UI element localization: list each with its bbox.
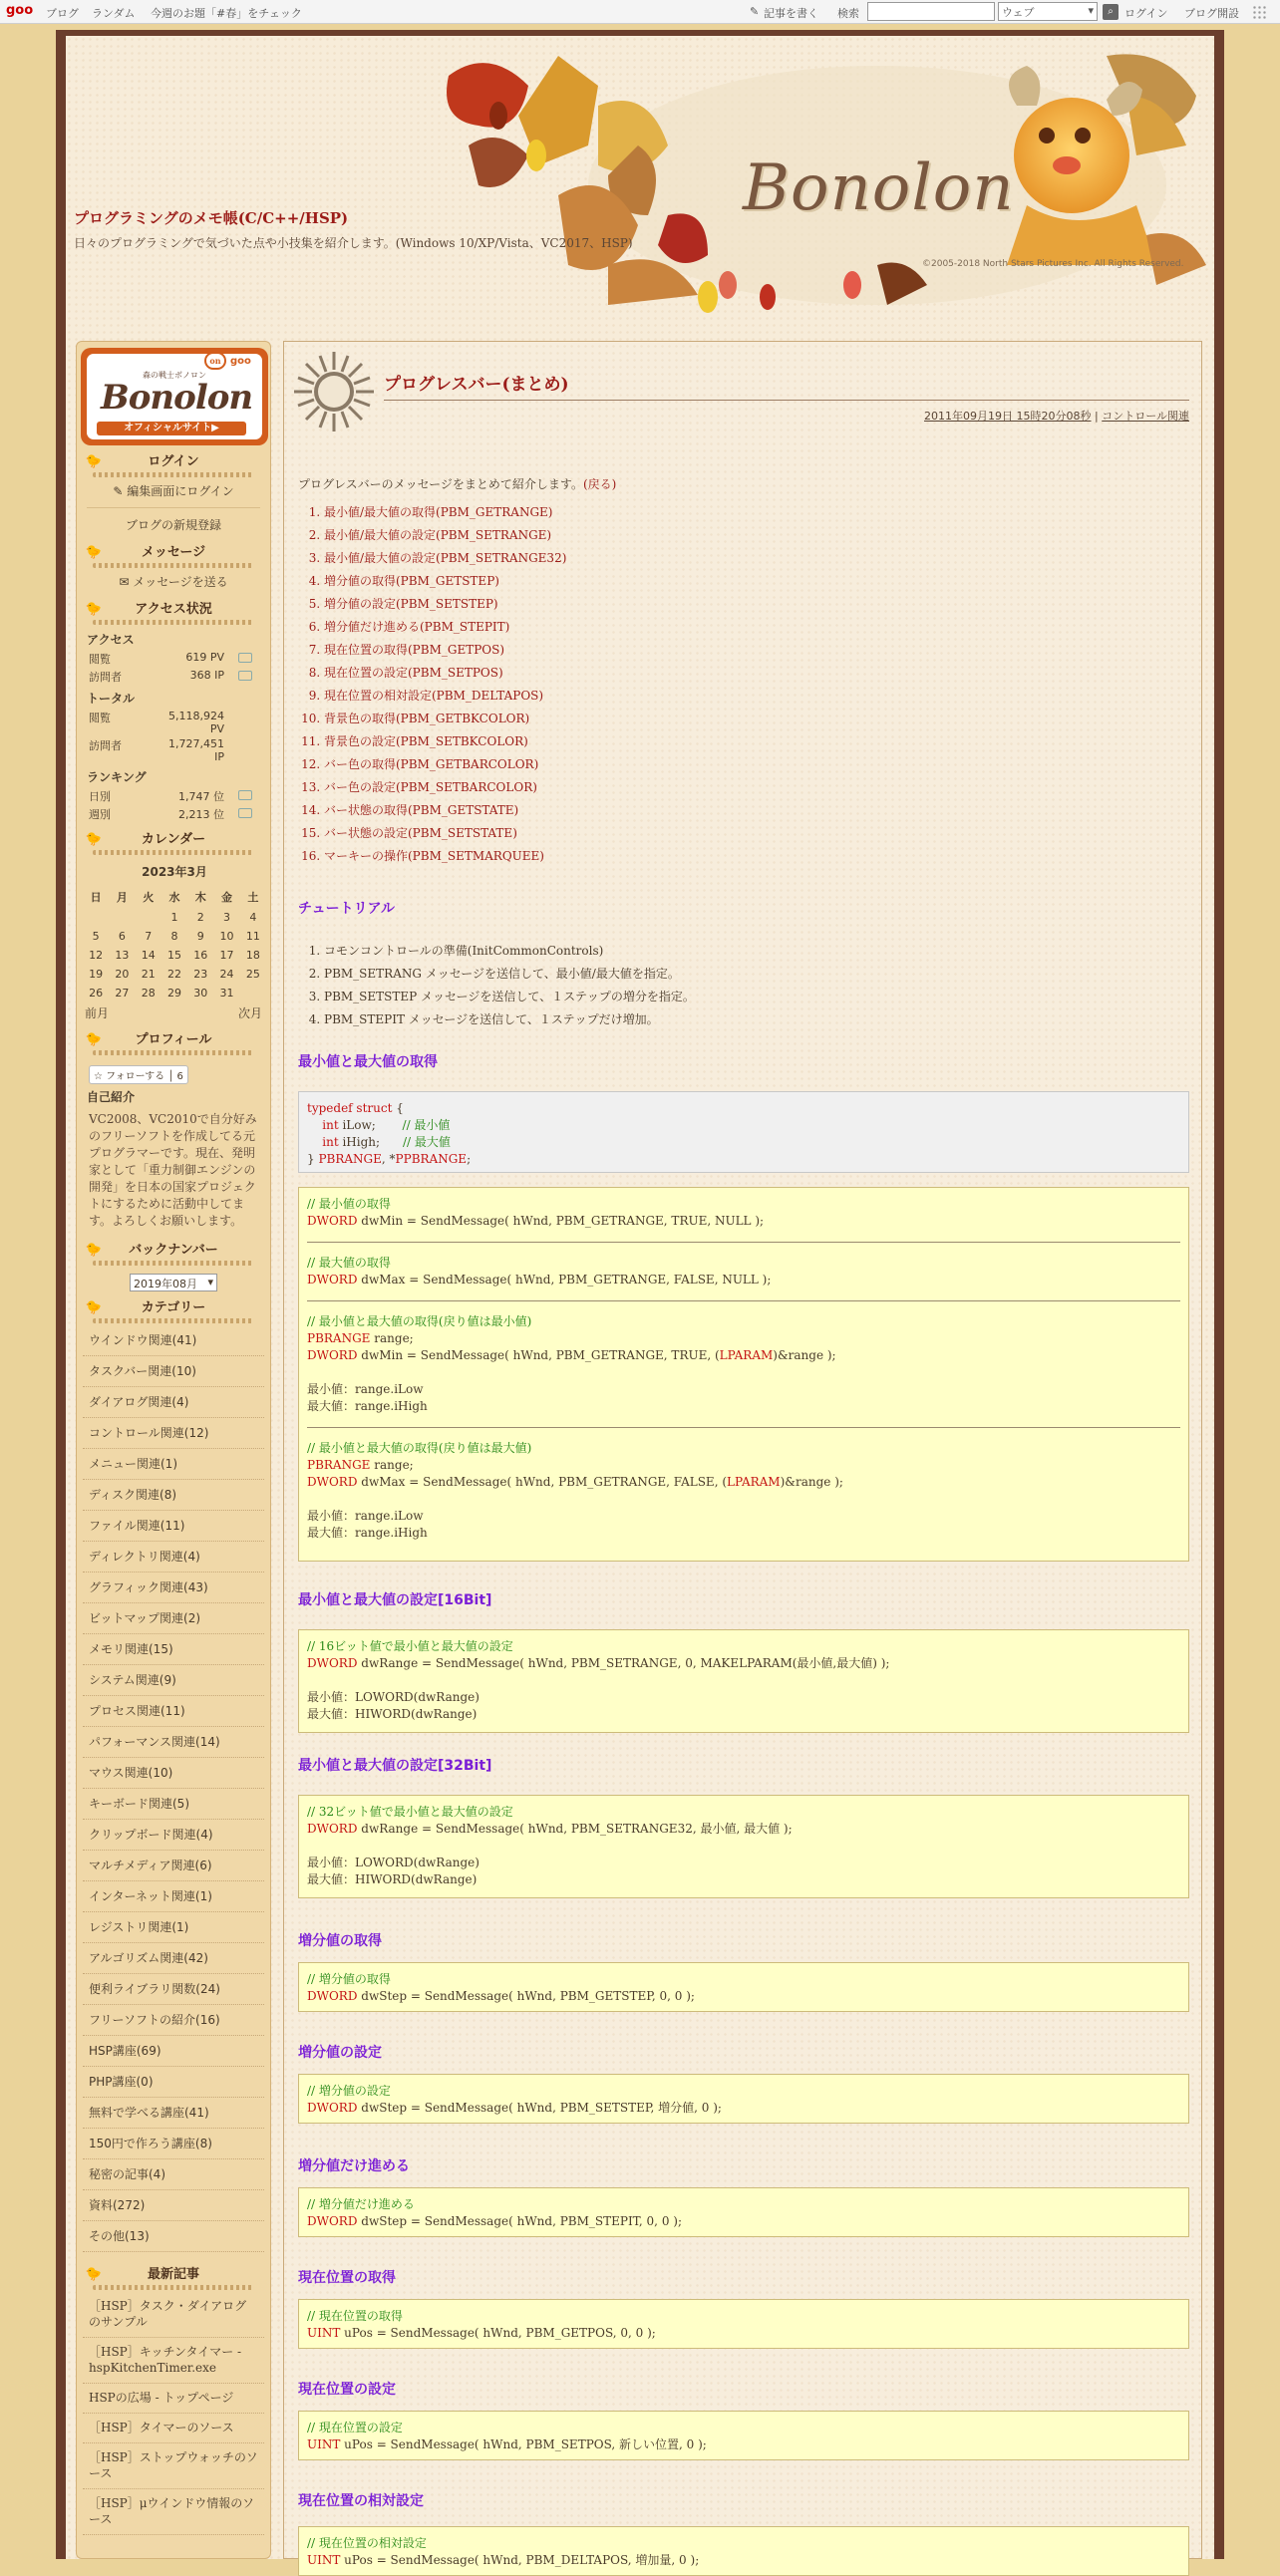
- section-setrange16: 最小値と最大値の設定[16Bit]: [298, 1592, 492, 1608]
- tutorial-heading: チュートリアル: [298, 901, 396, 917]
- calendar-day: [83, 908, 109, 927]
- category-item[interactable]: メモリ関連(15): [83, 1634, 264, 1665]
- badge-on: on: [204, 352, 226, 370]
- recent-article-item[interactable]: ［HSP］ストップウォッチのソース: [83, 2443, 264, 2489]
- calendar-day: 8: [170, 930, 178, 943]
- pencil-icon: ✎: [750, 5, 760, 18]
- category-item[interactable]: コントロール関連(12): [83, 1418, 264, 1449]
- code-getpos: // 現在位置の取得 UINT uPos = SendMessage( hWnd, PBM_GETPOS, 0, 0 );: [298, 2299, 1189, 2349]
- calendar-day: [109, 908, 135, 927]
- total-row: 閲覧 5,118,924 PV: [89, 710, 224, 735]
- open-blog-link[interactable]: ブログ開設: [1184, 7, 1239, 20]
- badge-goo: goo: [230, 356, 251, 367]
- section-getstep: 増分値の取得: [298, 1933, 382, 1949]
- category-item[interactable]: ダイアログ関連(4): [83, 1387, 264, 1418]
- post-title[interactable]: プログレスバー(まとめ): [384, 375, 569, 395]
- recent-article-item[interactable]: ［HSP］μウインドウ情報のソース: [83, 2489, 264, 2535]
- sun-emblem-icon: [292, 350, 376, 433]
- search-icon[interactable]: ⌕: [1103, 4, 1119, 20]
- bonolon-official-banner[interactable]: [81, 348, 268, 445]
- recent-article-item[interactable]: HSPの広場 - トップページ: [83, 2384, 264, 2414]
- section-getrange: 最小値と最大値の取得: [298, 1054, 438, 1070]
- backnumber-select[interactable]: 2019年08月 ▾: [130, 1274, 217, 1291]
- ranking-row: 日別 1,747 位: [83, 787, 264, 805]
- bird-icon: 🐤: [85, 454, 103, 469]
- category-item[interactable]: システム関連(9): [83, 1665, 264, 1696]
- calendar-day: 30: [193, 987, 208, 1000]
- calendar-day: 20: [115, 968, 130, 981]
- code-stepit: // 増分値だけ進める DWORD dwStep = SendMessage( hWnd, PBM_STEPIT, 0, 0 );: [298, 2187, 1189, 2237]
- calendar-day-header: 火: [143, 891, 155, 904]
- category-item[interactable]: パフォーマンス関連(14): [83, 1727, 264, 1758]
- section-stepit: 増分値だけ進める: [298, 2158, 410, 2174]
- message-index-item[interactable]: 9. 現在位置の相対設定(PBM_DELTAPOS): [324, 685, 797, 708]
- message-index-item[interactable]: 6. 増分値だけ進める(PBM_STEPIT): [324, 616, 797, 639]
- message-index-item[interactable]: 7. 現在位置の取得(PBM_GETPOS): [324, 639, 797, 662]
- pencil-icon: ✎: [113, 484, 124, 498]
- recent-article-item[interactable]: ［HSP］タイマーのソース: [83, 2414, 264, 2443]
- message-index-item[interactable]: 1. 最小値/最大値の取得(PBM_GETRANGE): [324, 501, 797, 524]
- calendar-day: 5: [92, 930, 100, 943]
- search-label: 検索: [837, 7, 859, 20]
- banner-copyright: ©2005-2018 North Stars Pictures Inc. All Rights Reserved.: [922, 259, 1184, 269]
- calendar-table: [83, 859, 266, 1002]
- message-index-item[interactable]: 2. 最小値/最大値の設定(PBM_SETRANGE): [324, 524, 797, 547]
- code-setpos: // 現在位置の設定 UINT uPos = SendMessage( hWnd, PBM_SETPOS, 新しい位置, 0 );: [298, 2411, 1189, 2460]
- message-index-item[interactable]: 8. 現在位置の設定(PBM_SETPOS): [324, 662, 797, 685]
- calendar-day: [240, 984, 266, 1002]
- tutorial-step: 4. PBM_STEPIT メッセージを送信して、１ステップだけ増加。: [324, 1008, 896, 1031]
- category-item[interactable]: アルゴリズム関連(42): [83, 1943, 264, 1974]
- calendar-day: 21: [141, 968, 156, 981]
- calendar-day: 3: [223, 911, 231, 924]
- calendar-day-header: 土: [247, 891, 259, 904]
- category-item[interactable]: ディレクトリ関連(4): [83, 1542, 264, 1573]
- apps-grid-icon[interactable]: [1252, 5, 1266, 19]
- section-deltapos: 現在位置の相対設定: [298, 2493, 424, 2509]
- self-intro-heading: 自己紹介: [87, 1090, 136, 1104]
- category-item[interactable]: 秘密の記事(4): [83, 2159, 264, 2190]
- message-index-item[interactable]: 11. 背景色の設定(PBM_SETBKCOLOR): [324, 730, 797, 753]
- calendar-day: 24: [219, 968, 234, 981]
- next-month-link[interactable]: 次月: [237, 1006, 262, 1020]
- calendar-day: 13: [115, 949, 130, 962]
- login-heading: 🐤 ログイン: [83, 451, 264, 479]
- follow-button[interactable]: ☆ フォローする │ 6: [89, 1065, 188, 1084]
- category-item[interactable]: 資料(272): [83, 2190, 264, 2221]
- message-index-item[interactable]: 12. バー色の取得(PBM_GETBARCOLOR): [324, 753, 797, 776]
- post-article: [283, 341, 1202, 2567]
- category-item[interactable]: ビットマップ関連(2): [83, 1603, 264, 1634]
- code-getrange: // 最小値の取得 DWORD dwMin = SendMessage( hWnd, PBM_GETRANGE, TRUE, NULL ); // 最大値の取得 DWORD dwMax = SendMessage( hWnd, PBM_GETRANGE, FALSE, NULL ); // 最小値と最大値の取得(戻り値は最小値) PBRANGE range; DWORD dwMin = SendMessage( hWnd, PBM_GETRANGE, TRUE, (LPARAM)&range ); 最小値：range.iLow 最大値：range.iHigh // 最小値と最大値の取得(戻り値は最大値) PBRANGE range; DWORD dwMax = SendMessage( hWnd, PBM_GETRANGE, FALSE, (LPARAM)&range ); 最小値：range.iLow 最大値：range.iHigh: [298, 1187, 1189, 1562]
- category-item[interactable]: HSP講座(69): [83, 2036, 264, 2067]
- tutorial-step: 2. PBM_SETRANG メッセージを送信して、最小値/最大値を指定。: [324, 963, 896, 986]
- calendar-heading: 🐤 カレンダー: [83, 829, 264, 857]
- calendar-day: [136, 908, 161, 927]
- section-setpos: 現在位置の設定: [298, 2382, 396, 2398]
- category-item[interactable]: クリップボード関連(4): [83, 1820, 264, 1851]
- calendar-day: 27: [115, 987, 130, 1000]
- message-index-item[interactable]: 15. バー状態の設定(PBM_SETSTATE): [324, 822, 797, 845]
- message-index-item[interactable]: 4. 増分値の取得(PBM_GETSTEP): [324, 570, 797, 593]
- calendar-day: 12: [89, 949, 104, 962]
- category-heading: 🐤 カテゴリー: [83, 1297, 264, 1325]
- category-item[interactable]: 無料で学べる講座(41): [83, 2098, 264, 2129]
- category-item[interactable]: マウス関連(10): [83, 1758, 264, 1789]
- new-blog-link[interactable]: ブログの新規登録: [125, 518, 221, 532]
- calendar-day: 4: [249, 911, 257, 924]
- calendar-day: 31: [219, 987, 234, 1000]
- category-list: [83, 1325, 264, 2252]
- recent-article-item[interactable]: ［HSP］キッチンタイマー - hspKitchenTimer.exe: [83, 2338, 264, 2384]
- code-setrange16: // 16ビット値で最小値と最大値の設定 DWORD dwRange = SendMessage( hWnd, PBM_SETRANGE, 0, MAKELPARAM(最小値,最大値) ); 最小値：LOWORD(dwRange) 最大値：HIWORD(dwRange): [298, 1629, 1189, 1733]
- graph-icon[interactable]: [238, 790, 252, 800]
- calendar-day: 28: [141, 987, 156, 1000]
- access-row: 閲覧 619 PV: [83, 650, 264, 668]
- code-setrange32: // 32ビット値で最小値と最大値の設定 DWORD dwRange = SendMessage( hWnd, PBM_SETRANGE32, 最小値, 最大値 ); 最小値：LOWORD(dwRange) 最大値：HIWORD(dwRange): [298, 1795, 1189, 1898]
- goo-logo[interactable]: goo: [6, 3, 34, 18]
- category-item[interactable]: 便利ライブラリ関数(24): [83, 1974, 264, 2005]
- post-date[interactable]: 2011年09月19日 15時20分08秒: [924, 410, 1092, 423]
- bird-icon: 🐤: [85, 832, 103, 847]
- calendar-day-header: 金: [221, 891, 233, 904]
- login-link[interactable]: ログイン: [1124, 7, 1168, 20]
- toolbar-link-theme[interactable]: 今週のお題「#春」をチェック: [151, 7, 302, 20]
- graph-icon[interactable]: [238, 808, 252, 818]
- profile-heading: 🐤 プロフィール: [83, 1029, 264, 1057]
- category-item[interactable]: タスクバー関連(10): [83, 1356, 264, 1387]
- bird-icon: 🐤: [85, 1032, 103, 1047]
- ranking-subheading: ランキング: [87, 770, 147, 784]
- blog-description: 日々のプログラミングで気づいた点や小技集を紹介します。(Windows 10/XP/Vista、VC2017、HSP): [74, 236, 633, 250]
- calendar-day: 11: [245, 930, 260, 943]
- category-item[interactable]: ウインドウ関連(41): [83, 1325, 264, 1356]
- category-item[interactable]: その他(13): [83, 2221, 264, 2252]
- recent-heading: 🐤 最新記事: [83, 2264, 264, 2292]
- code-struct: typedef struct { int iLow; // 最小値 int iHigh; // 最大値 } PBRANGE, *PPBRANGE;: [298, 1091, 1189, 1173]
- message-heading: 🐤 メッセージ: [83, 542, 264, 570]
- calendar-day: 10: [219, 930, 234, 943]
- sidebar: [76, 341, 271, 2559]
- category-item[interactable]: メニュー関連(1): [83, 1449, 264, 1480]
- message-index-item[interactable]: 13. バー色の設定(PBM_SETBARCOLOR): [324, 776, 797, 799]
- toolbar-link-blog[interactable]: ブログ: [46, 7, 79, 20]
- code-getstep: // 増分値の取得 DWORD dwStep = SendMessage( hWnd, PBM_GETSTEP, 0, 0 );: [298, 1962, 1189, 2012]
- category-item[interactable]: ディスク関連(8): [83, 1480, 264, 1511]
- backnumber-heading: 🐤 バックナンバー: [83, 1240, 264, 1268]
- goo-toolbar: [0, 0, 1280, 24]
- message-index-item[interactable]: 16. マーキーの操作(PBM_SETMARQUEE): [324, 845, 797, 868]
- calendar-day: 17: [219, 949, 234, 962]
- calendar-day: 6: [118, 930, 126, 943]
- bird-icon: 🐤: [85, 1243, 103, 1258]
- calendar-month: 2023年3月: [142, 865, 207, 879]
- graph-icon[interactable]: [238, 671, 252, 681]
- graph-icon[interactable]: [238, 653, 252, 663]
- calendar-day: 19: [89, 968, 104, 981]
- search-input[interactable]: [867, 2, 995, 21]
- post-meta: 2011年09月19日 15時20分08秒 | コントロール関連: [924, 410, 1189, 423]
- tutorial-list: [298, 940, 896, 1031]
- write-article-link[interactable]: 記事を書く: [764, 7, 818, 20]
- category-item[interactable]: キーボード関連(5): [83, 1789, 264, 1820]
- banner-wordmark: Bonolon: [743, 151, 1015, 225]
- calendar-day: 18: [245, 949, 260, 962]
- toolbar-link-random[interactable]: ランダム: [92, 7, 136, 20]
- calendar-day: 9: [196, 930, 204, 943]
- category-item[interactable]: プロセス関連(11): [83, 1696, 264, 1727]
- code-setstep: // 増分値の設定 DWORD dwStep = SendMessage( hWnd, PBM_SETSTEP, 増分値, 0 );: [298, 2074, 1189, 2124]
- bird-icon: 🐤: [85, 602, 103, 617]
- calendar-day: 1: [170, 911, 178, 924]
- category-item[interactable]: レジストリ関連(1): [83, 1912, 264, 1943]
- calendar-day: 29: [166, 987, 181, 1000]
- total-subheading: トータル: [87, 692, 136, 706]
- calendar-day-header: 月: [116, 891, 128, 904]
- calendar-day: 15: [166, 949, 181, 962]
- calendar-day: 14: [141, 949, 156, 962]
- mail-icon: ✉: [119, 575, 130, 589]
- recent-article-item[interactable]: ［HSP］タスク・ダイアログのサンプル: [83, 2292, 264, 2338]
- category-item[interactable]: グラフィック関連(43): [83, 1573, 264, 1603]
- access-row: 訪問者 368 IP: [83, 668, 264, 686]
- category-item[interactable]: インターネット関連(1): [83, 1881, 264, 1912]
- category-item[interactable]: フリーソフトの紹介(16): [83, 2005, 264, 2036]
- section-setrange32: 最小値と最大値の設定[32Bit]: [298, 1758, 492, 1774]
- message-index-list: [298, 501, 797, 868]
- category-item[interactable]: 150円で作ろう講座(8): [83, 2129, 264, 2159]
- calendar-day: 26: [89, 987, 104, 1000]
- search-scope-select[interactable]: ウェブ ▾: [998, 2, 1098, 21]
- access-heading: 🐤 アクセス状況: [83, 599, 264, 627]
- code-deltapos: // 現在位置の相対設定 UINT uPos = SendMessage( hWnd, PBM_DELTAPOS, 増加量, 0 );: [298, 2526, 1189, 2576]
- tutorial-step: 1. コモンコントロールの準備(InitCommonControls): [324, 940, 896, 963]
- calendar-day-header: 日: [90, 891, 102, 904]
- calendar-day: 22: [166, 968, 181, 981]
- bird-icon: 🐤: [85, 2267, 103, 2282]
- bird-icon: 🐤: [85, 1300, 103, 1315]
- total-row: 訪問者 1,727,451 IP: [89, 737, 224, 763]
- message-index-item[interactable]: 5. 増分値の設定(PBM_SETSTEP): [324, 593, 797, 616]
- badge-subtitle: 森の戦士ボノロン: [143, 371, 206, 380]
- access-subheading: アクセス: [87, 633, 135, 647]
- edit-login-link[interactable]: ✎ 編集画面にログイン: [113, 484, 234, 498]
- section-getpos: 現在位置の取得: [298, 2270, 396, 2286]
- send-message-link[interactable]: ✉ メッセージを送る: [119, 575, 228, 589]
- recent-list: [83, 2292, 264, 2535]
- category-item[interactable]: マルチメディア関連(6): [83, 1851, 264, 1881]
- category-item[interactable]: ファイル関連(11): [83, 1511, 264, 1542]
- section-setstep: 増分値の設定: [298, 2045, 382, 2061]
- message-index-item[interactable]: 3. 最小値/最大値の設定(PBM_SETRANGE32): [324, 547, 797, 570]
- star-icon: ☆: [94, 1071, 103, 1082]
- calendar-day: 25: [245, 968, 260, 981]
- message-index-item[interactable]: 14. バー状態の取得(PBM_GETSTATE): [324, 799, 797, 822]
- prev-month-link[interactable]: 前月: [85, 1006, 110, 1020]
- blog-title[interactable]: プログラミングのメモ帳(C/C++/HSP): [74, 209, 349, 227]
- post-category-link[interactable]: コントロール関連: [1102, 410, 1189, 423]
- calendar-day-header: 水: [168, 891, 180, 904]
- calendar-day: 23: [193, 968, 208, 981]
- badge-site-label: オフィシャルサイト▶: [97, 422, 246, 435]
- category-item[interactable]: PHP講座(0): [83, 2067, 264, 2098]
- post-intro: プログレスバーのメッセージをまとめて紹介します。(戻る): [298, 477, 617, 491]
- message-index-item[interactable]: 10. 背景色の取得(PBM_GETBKCOLOR): [324, 708, 797, 730]
- tutorial-step: 3. PBM_SETSTEP メッセージを送信して、１ステップの増分を指定。: [324, 986, 896, 1008]
- profile-text: VC2008、VC2010で自分好みのフリーソフトを作成してる元プログラマーです。現在、発明家として「重力制御エンジンの開発」を日本の国家プロジェクトにするために活動中してます。よろしくお願いします。: [89, 1112, 257, 1228]
- bird-icon: 🐤: [85, 545, 103, 560]
- badge-wordmark: Bonolon: [101, 378, 253, 418]
- ranking-row: 週別 2,213 位: [83, 805, 264, 823]
- calendar-day: 2: [196, 911, 204, 924]
- calendar-day-header: 木: [194, 891, 206, 904]
- calendar-day: 16: [193, 949, 208, 962]
- calendar-day: 7: [145, 930, 153, 943]
- back-link[interactable]: (戻る): [582, 477, 617, 491]
